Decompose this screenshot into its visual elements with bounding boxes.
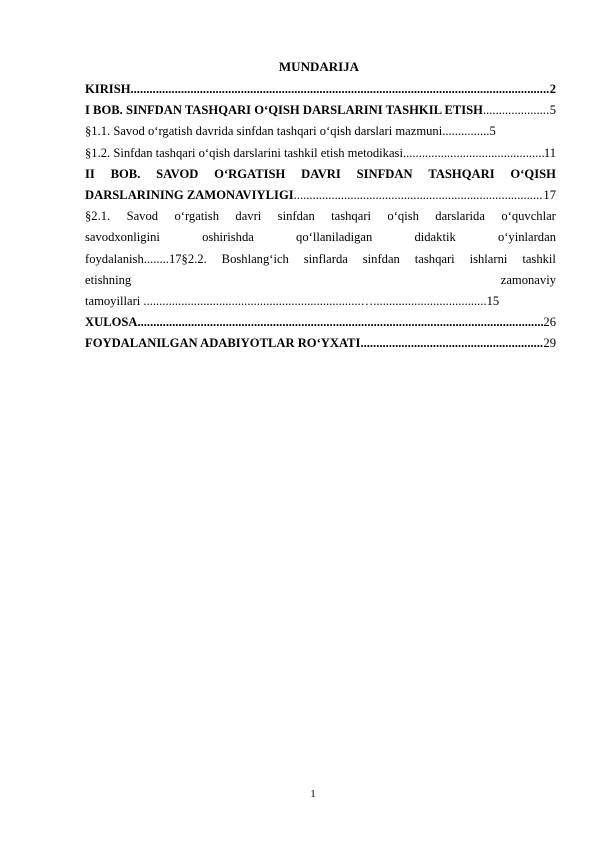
toc-word: savodxonligini bbox=[85, 230, 160, 245]
toc-leader-dots bbox=[294, 185, 544, 206]
toc-entry-bob1[interactable] bbox=[85, 100, 556, 121]
toc-word: o‘yinlardan bbox=[497, 230, 556, 245]
toc-entry-label: XULOSA bbox=[85, 315, 138, 330]
toc-word: SINFDAN bbox=[356, 166, 413, 181]
toc-entry-s12[interactable] bbox=[85, 143, 556, 164]
toc-entry-s21-line2[interactable] bbox=[85, 227, 556, 248]
toc-page-number: 5 bbox=[489, 124, 496, 139]
toc-word: SAVOD bbox=[156, 166, 199, 181]
toc-word: o‘rgatish bbox=[174, 209, 219, 224]
toc-entry-label: FOYDALANILGAN ADABIYOTLAR RO‘YXATI bbox=[85, 336, 361, 351]
toc-entry-adabiyotlar[interactable] bbox=[85, 333, 556, 354]
toc-word: foydalanish........17§2.2. bbox=[85, 251, 207, 266]
toc-word: tashqari bbox=[414, 251, 455, 266]
toc-word: TASHQARI bbox=[428, 166, 495, 181]
toc-word: sinfdan bbox=[362, 251, 400, 266]
toc-page-number: 2 bbox=[549, 82, 556, 96]
toc-entry-label: §1.1. Savod o‘rgatish davrida sinfdan tashqari o‘qish darslari mazmuni bbox=[85, 124, 443, 139]
toc-word: didaktik bbox=[414, 230, 456, 245]
toc-page-number: 11 bbox=[543, 145, 556, 160]
toc-word: Boshlang‘ich bbox=[221, 251, 289, 266]
toc-leader-dots bbox=[483, 100, 550, 121]
toc-word: o‘quvchlar bbox=[501, 209, 556, 224]
toc-entry-s21-line4[interactable] bbox=[85, 270, 556, 291]
toc-entry-s21-line3[interactable] bbox=[85, 249, 556, 270]
toc-page-number: 5 bbox=[549, 103, 556, 118]
toc-entry-kirish[interactable] bbox=[85, 79, 556, 100]
toc-page-number: 15 bbox=[486, 293, 500, 308]
toc-leader-dots bbox=[131, 79, 550, 100]
toc-word: tashkil bbox=[522, 251, 556, 266]
toc-word: etishning bbox=[85, 272, 132, 287]
toc-word: tashqari bbox=[331, 209, 372, 224]
toc-entry-label: tamoyillari bbox=[85, 293, 141, 308]
toc-entry-label: DARSLARINING ZAMONAVIYLIGI bbox=[85, 187, 294, 202]
toc-leader-dots bbox=[403, 143, 544, 164]
toc-entry-s21-line1[interactable] bbox=[85, 206, 556, 227]
page-number: 1 bbox=[310, 788, 316, 800]
toc-word: sinflarda bbox=[303, 251, 348, 266]
toc-word: O‘QISH bbox=[510, 166, 556, 181]
toc-word: oshirishda bbox=[202, 230, 254, 245]
toc-entry-label: §1.2. Sinfdan tashqari o‘qish darslarini tashkil etish metodikasi bbox=[85, 145, 403, 160]
table-of-contents bbox=[85, 79, 556, 354]
toc-page-number: 26 bbox=[543, 315, 556, 330]
toc-leader-dots bbox=[137, 312, 543, 333]
toc-leader-dots bbox=[360, 333, 543, 354]
toc-word: II bbox=[85, 166, 95, 181]
toc-word: §2.1. bbox=[85, 209, 111, 224]
toc-word: ishlarni bbox=[469, 251, 508, 266]
toc-word: DAVRI bbox=[301, 166, 341, 181]
page-title: MUNDARIJA bbox=[278, 59, 360, 74]
toc-word: BOB. bbox=[110, 166, 141, 181]
toc-entry-s11[interactable] bbox=[85, 121, 556, 142]
toc-word: davri bbox=[235, 209, 262, 224]
toc-word: o‘qish bbox=[387, 209, 419, 224]
toc-entry-bob2-line1[interactable] bbox=[85, 164, 556, 185]
toc-page-number: 17 bbox=[543, 187, 556, 202]
toc-entry-s21-line5[interactable] bbox=[85, 291, 556, 312]
toc-word: Savod bbox=[126, 209, 159, 224]
toc-word: darslarida bbox=[435, 209, 485, 224]
toc-entry-xulosa[interactable] bbox=[85, 312, 556, 333]
toc-word: qo‘llaniladigan bbox=[296, 230, 373, 245]
toc-entry-bob2-line2[interactable] bbox=[85, 185, 556, 206]
toc-entry-label: I BOB. SINFDAN TASHQARI O‘QISH DARSLARINI TASHKIL ETISH bbox=[85, 103, 483, 118]
toc-word: sinfdan bbox=[277, 209, 315, 224]
toc-word: O‘RGATISH bbox=[214, 166, 286, 181]
toc-page-number: 29 bbox=[543, 336, 556, 351]
toc-leader-dots: .....................................................................….................................... bbox=[140, 293, 487, 308]
toc-leader-dots: ............... bbox=[442, 124, 490, 139]
toc-word: zamonaviy bbox=[500, 272, 556, 287]
toc-entry-label: KIRISH bbox=[85, 82, 131, 96]
